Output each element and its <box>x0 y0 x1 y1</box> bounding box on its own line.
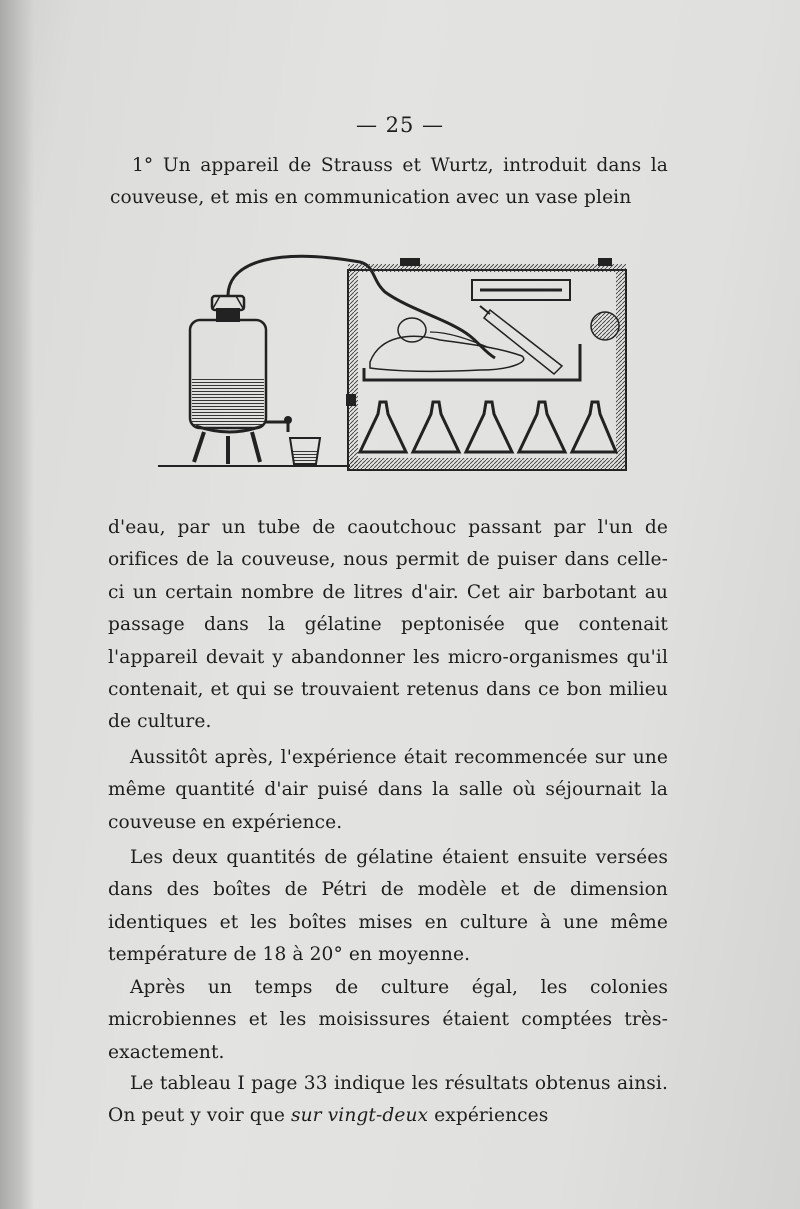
results-text-end: expériences <box>428 1105 549 1127</box>
paragraph-control: Aussitôt après, l'expérience était recommencée sur une même quantité d'air puisé dans la salle où séjournait la couveuse en expérience. <box>108 747 668 833</box>
incubator-couveuse <box>346 258 626 470</box>
bottle-stand <box>194 426 262 464</box>
results-emphasis: sur vingt-deux <box>290 1105 429 1127</box>
paragraph-method: d'eau, par un tube de caoutchouc passant par l'un de orifices de la couveuse, nous permit de puiser dans celle-ci un certain nombre de litres d'air. Cet air barbotant au passage dans la gélatine peptonisée que contenait l'appareil devait y abandonner les micro-organismes qu'il contenait, et qui se trouvaient retenus dans ce bon milieu de culture. <box>108 517 668 733</box>
paragraph-results <box>108 1068 668 1133</box>
paragraph-counting: Après un temps de culture égal, les colonies microbiennes et les moisissures étaient comptées très-exactement. <box>108 977 668 1063</box>
tap-and-glass <box>266 416 320 464</box>
paragraph-culture: Les deux quantités de gélatine étaient ensuite versées dans des boîtes de Pétri de modèle et de dimension identiques et les boîtes mises en culture à une même température de 18 à 20° en moyenne. <box>108 847 668 966</box>
heating-flasks <box>360 402 616 452</box>
incubator-apparatus-illustration <box>150 240 630 475</box>
page-gutter-shadow <box>0 0 34 1209</box>
water-bottle <box>190 296 266 428</box>
results-text-start: Le tableau I page 33 indique les résultats obtenus ainsi. On peut y voir que <box>108 1073 668 1127</box>
page-number: — 25 — <box>355 113 445 137</box>
paragraph-intro: 1° Un appareil de Strauss et Wurtz, introduit dans la couveuse, et mis en communication avec un vase plein <box>110 155 668 209</box>
